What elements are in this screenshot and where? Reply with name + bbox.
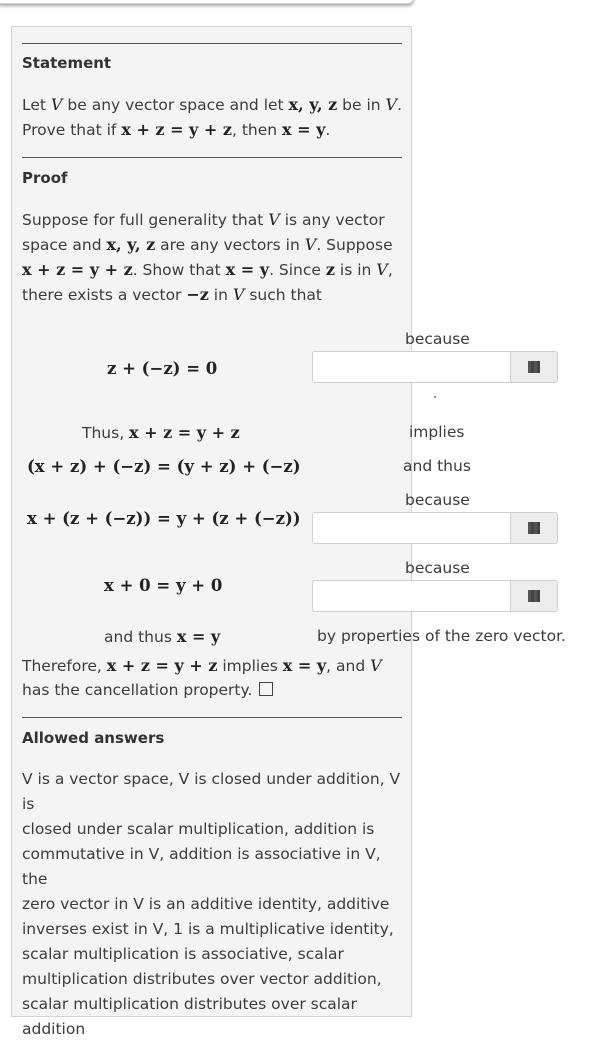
- divider: [22, 157, 402, 158]
- allowed-answers-list: [22, 767, 402, 1042]
- grid-icon: [528, 522, 540, 534]
- equation-associative: x + (z + (−z)) = y + (z + (−z)): [27, 509, 301, 528]
- allowed-line: inverses exist in V, 1 is a multiplicative identity,: [22, 920, 394, 938]
- thus-line: Thus, x + z = y + z: [82, 423, 240, 442]
- because-label: because: [405, 330, 470, 348]
- conclusion-line-2: has the cancellation property.: [22, 678, 273, 703]
- grid-icon: [528, 590, 540, 602]
- allowed-line: V is a vector space, V is closed under addition, V is: [22, 770, 401, 813]
- allowed-line: scalar multiplication is associative, scalar: [22, 945, 344, 963]
- and-thus-line: and thus x = y: [104, 627, 221, 646]
- allowed-line: zero vector in V is an additive identity, additive: [22, 895, 390, 913]
- allowed-line: multiplication distributes over vector addition,: [22, 970, 382, 988]
- allowed-line: addition: [22, 1020, 86, 1038]
- divider: [22, 717, 402, 718]
- allowed-line: scalar multiplication distributes over scalar: [22, 995, 357, 1013]
- proof-line-2: space and x, y, z are any vectors in V. Suppose: [22, 235, 393, 254]
- because-label: because: [405, 559, 470, 577]
- because-label: because: [405, 491, 470, 509]
- answer-picker-button-1[interactable]: [510, 352, 557, 382]
- equation-z-plus-neg-z: z + (−z) = 0: [107, 359, 218, 378]
- allowed-answers-heading: Allowed answers: [22, 729, 165, 747]
- answer-input-1[interactable]: [313, 352, 510, 382]
- statement-line-1: Let V be any vector space and let x, y, z be in V.: [22, 95, 403, 114]
- dot-mark: [434, 396, 436, 398]
- grid-icon: [528, 361, 540, 373]
- proof-line-1: Suppose for full generality that V is any vector: [22, 210, 385, 229]
- answer-field-3[interactable]: [312, 580, 558, 612]
- proof-line-4: there exists a vector −z in V such that: [22, 285, 322, 304]
- divider: [22, 43, 402, 44]
- statement-line-2: Prove that if x + z = y + z, then x = y.: [22, 120, 331, 139]
- answer-picker-button-2[interactable]: [510, 513, 557, 543]
- answer-field-2[interactable]: [312, 512, 558, 544]
- equation-add-neg-z: (x + z) + (−z) = (y + z) + (−z): [27, 457, 301, 476]
- implies-label: implies: [409, 423, 465, 441]
- and-thus-label: and thus: [403, 457, 471, 475]
- proof-line-3: x + z = y + z. Show that x = y. Since z is in V,: [22, 260, 393, 279]
- zero-vector-reason: by properties of the zero vector.: [317, 627, 566, 645]
- qed-square-icon: [259, 682, 273, 696]
- allowed-line: closed under scalar multiplication, addition is: [22, 820, 375, 838]
- answer-field-1[interactable]: [312, 351, 558, 383]
- allowed-line: commutative in V, addition is associative in V, the: [22, 845, 381, 888]
- proof-heading: Proof: [22, 169, 68, 187]
- answer-input-2[interactable]: [313, 513, 510, 543]
- equation-x-plus-zero: x + 0 = y + 0: [104, 576, 223, 595]
- statement-heading: Statement: [22, 54, 112, 72]
- answer-input-3[interactable]: [313, 581, 510, 611]
- answer-picker-button-3[interactable]: [510, 581, 557, 611]
- previous-card-edge: [0, 0, 414, 4]
- conclusion-line-1: Therefore, x + z = y + z implies x = y, and V: [22, 656, 382, 675]
